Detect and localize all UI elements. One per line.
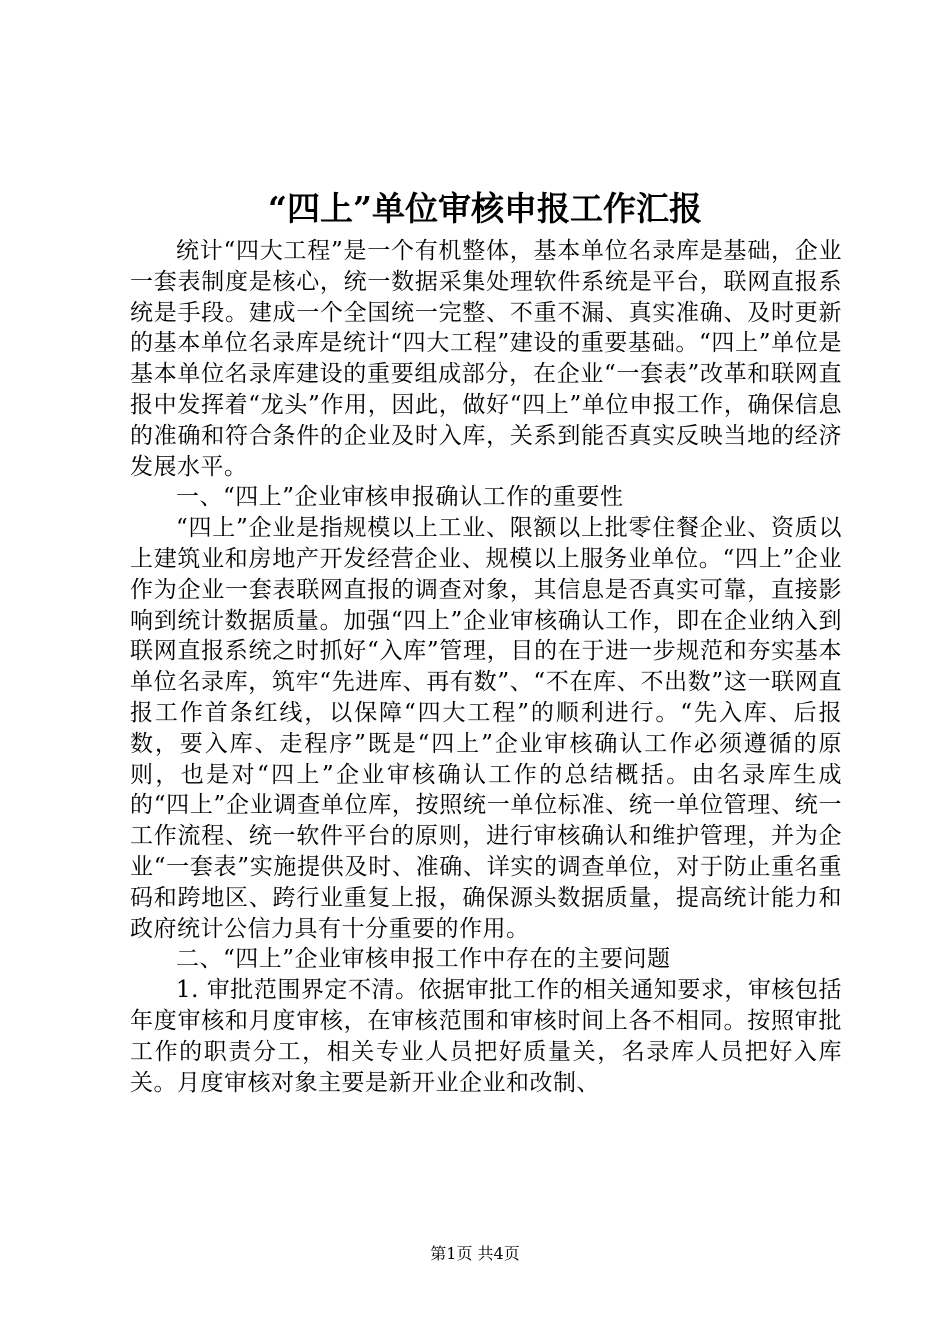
intro-paragraph: 统计“四大工程”是一个有机整体，基本单位名录库是基础，企业一套表制度是核心，统一数据采集处理软件系统是平台，联网直报系统是手段。建成一个全国统一完整、不重不漏、真实准确、及时更新的基本单位名录库是统计“四大工程”建设的重要基础。“四上”单位是基本单位名录库建设的重要组成部分，在企业“一套表”改革和联网直报中发挥着“龙头”作用，因此，做好“四上”单位申报工作，确保信息的准确和符合条件的企业及时入库，关系到能否真实反映当地的经济发展水平。 [130,238,842,480]
section-1-paragraph: “四上”企业是指规模以上工业、限额以上批零住餐企业、资质以上建筑业和房地产开发经营企业、规模以上服务业单位。“四上”企业作为企业一套表联网直报的调查对象，其信息是否真实可靠，直接影响到统计数据质量。加强“四上”企业审核确认工作，即在企业纳入到联网直报系统之时抓好“入库”管理，目的在于进一步规范和夯实基本单位名录库，筑牢“先进库、再有数”、“不在库、不出数”这一联网直报工作首条红线，以保障“四大工程”的顺利进行。“先入库、后报数，要入库、走程序”既是“四上”企业审核确认工作必须遵循的原则，也是对“四上”企业审核确认工作的总结概括。由名录库生成的“四上”企业调查单位库，按照统一单位标准、统一单位管理、统一工作流程、统一软件平台的原则，进行审核确认和维护管理，并为企业“一套表”实施提供及时、准确、详实的调查单位，对于防止重名重码和跨地区、跨行业重复上报，确保源头数据质量，提高统计能力和政府统计公信力具有十分重要的作用。 [130,515,842,942]
document-body [130,236,842,1098]
section-heading-2: 二、“四上”企业审核申报工作中存在的主要问题 [176,946,671,973]
page-footer: 第1页 共4页 [430,1244,520,1263]
section-heading-1: 一、“四上”企业审核申报确认工作的重要性 [176,484,624,511]
section-2-paragraph: 1. 审批范围界定不清。依据审批工作的相关通知要求，审核包括年度审核和月度审核，在审核范围和审核时间上各不相同。按照审批工作的职责分工，相关专业人员把好质量关，名录库人员把好入库关。月度审核对象主要是新开业企业和改制、 [130,977,842,1096]
document-title: “四上”单位审核申报工作汇报 [268,189,702,228]
